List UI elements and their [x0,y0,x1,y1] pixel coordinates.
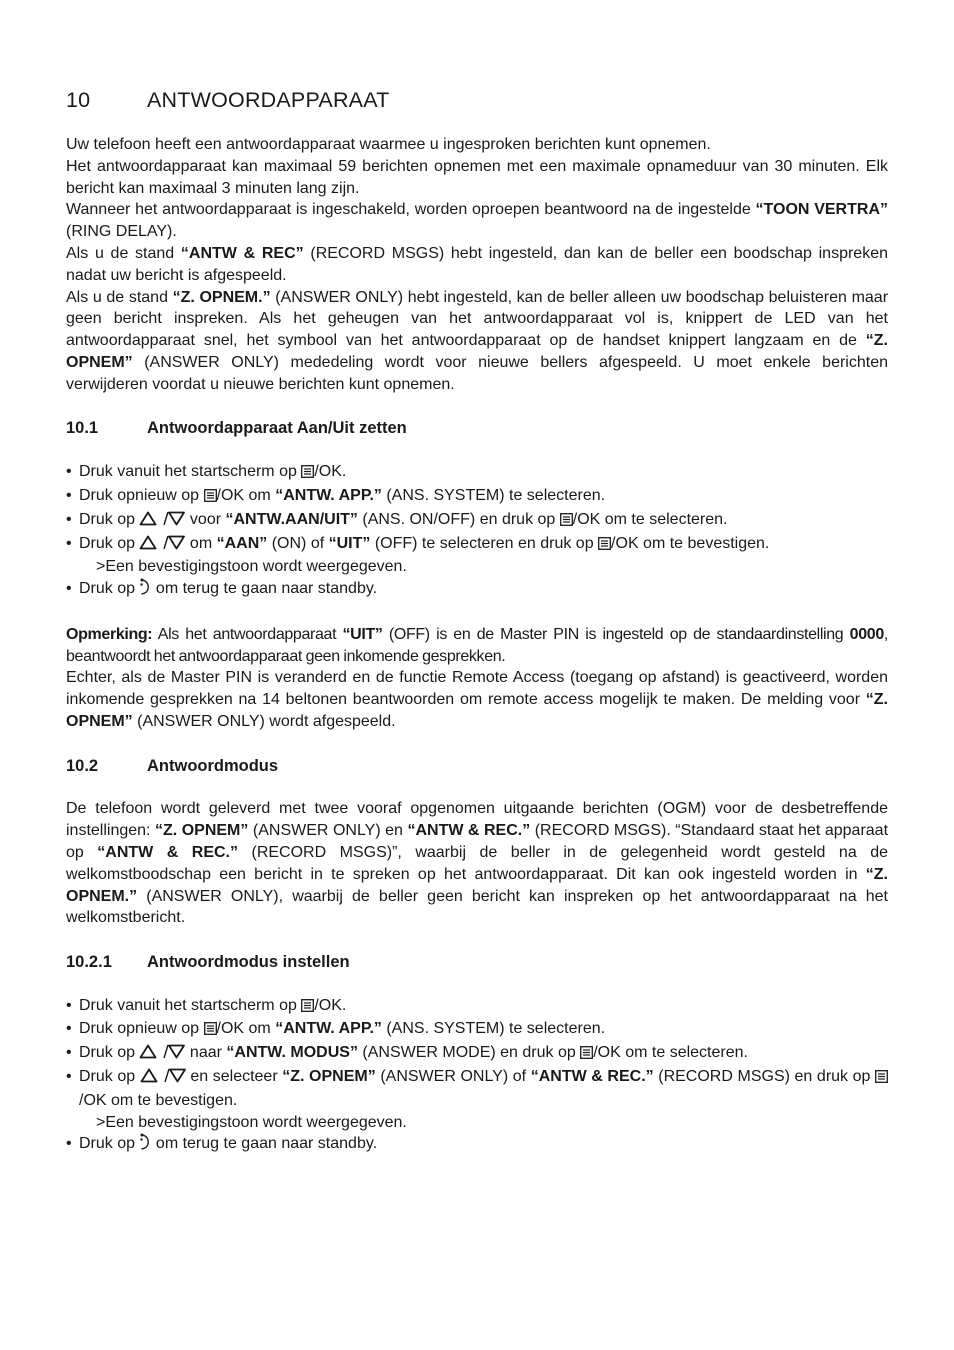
menu-icon [598,535,611,557]
section-paragraph-10-2: De telefoon wordt geleverd met twee vooraf opgenomen uitgaande berichten (OGM) voor de desbetreffende instellingen: “Z. OPNEM” (ANSWER ONLY) en “ANTW & REC.” (RECORD MSGS). “Standaard staat het apparaat op “ANTW & REC.” (RECORD MSGS)”, waarbij de beller in de gelegenheid wordt gesteld na de welkomstboodschap een bericht in te spreken op het antwoordapparaat. Dit kan ook ingesteld worden in “Z. OPNEM.” (ANSWER ONLY), waarbij de beller geen bericht kan inspreken op het antwoordapparaat na het welkomstbericht. [66,800,889,927]
chapter-number: 10 [66,88,91,112]
list-item: • Druk op naar “ANTW. MODUS” (ANSWER MODE) en druk op /OK om te selecteren. [66,1042,888,1066]
steps-list-10-1 [66,461,888,602]
up-down-arrow-icon [139,535,185,557]
list-item: • Druk op om terug te gaan naar standby. [66,578,888,602]
end-call-icon [139,1133,151,1157]
menu-icon [301,997,314,1019]
list-item: • Druk vanuit het startscherm op /OK. [66,995,888,1019]
note-block [66,624,888,733]
note-paragraph: Opmerking: Als het antwoordapparaat “UIT” (OFF) is en de Master PIN is ingesteld op de standaardinstelling 0000, beantwoordt het antwoordapparaat geen inkomende gesprekken. [66,625,888,665]
list-item: • Druk op en selecteer “Z. OPNEM” (ANSWER ONLY) of “ANTW & REC.” (RECORD MSGS) en druk op /OK om te bevestigen. >Een bevestigingstoon wordt weergegeven. [66,1066,888,1133]
section-heading-10-2-1: 10.2.1 Antwoordmodus instellen [66,952,350,971]
confirmation-note: >Een bevestigingstoon wordt weergegeven. [96,558,407,576]
list-item: • Druk opnieuw op /OK om “ANTW. APP.” (ANS. SYSTEM) te selecteren. [66,1018,888,1042]
list-item: • Druk op om terug te gaan naar standby. [66,1133,888,1157]
intro-paragraph: Wanneer het antwoordapparaat is ingeschakeld, worden oproepen beantwoord na de ingestelde “TOON VERTRA” (RING DELAY). [66,201,888,241]
chapter-heading [66,86,888,114]
list-item: • Druk op voor “ANTW.AAN/UIT” (ANS. ON/OFF) en druk op /OK om te selecteren. [66,509,888,533]
up-down-arrow-icon [140,1068,186,1090]
end-call-icon [139,578,151,602]
list-item: • Druk op om “AAN” (ON) of “UIT” (OFF) te selecteren en druk op /OK om te bevestigen. >Een bevestigingstoon wordt weergegeven. [66,533,888,579]
intro-paragraph: Uw telefoon heeft een antwoordapparaat waarmee u ingesproken berichten kunt opnemen. [66,136,711,153]
menu-icon [875,1068,888,1090]
menu-icon [301,463,314,485]
section-heading-10-2: 10.2 Antwoordmodus [66,756,279,775]
menu-icon [204,1020,217,1042]
note-paragraph: Echter, als de Master PIN is veranderd en de functie Remote Access (toegang op afstand) is geactiveerd, worden inkomende gesprekken na 14 beltonen beantwoorden om remote access mogelijk te maken. De melding voor “Z. OPNEM” (ANSWER ONLY) wordt afgespeeld. [66,669,888,730]
menu-icon [580,1044,593,1066]
up-down-arrow-icon [139,1044,185,1066]
list-item: • Druk opnieuw op /OK om “ANTW. APP.” (ANS. SYSTEM) te selecteren. [66,485,888,509]
intro-paragraph: Als u de stand “Z. OPNEM.” (ANSWER ONLY) hebt ingesteld, kan de beller alleen uw boodschap beluisteren maar geen bericht inspreken. Als het geheugen van het antwoordapparaat vol is, knippert de LED van het antwoordapparaat snel, het symbool van het antwoordapparaat op de handset knippert langzaam en de “Z. OPNEM” (ANSWER ONLY) mededeling wordt voor nieuwe bellers afgespeeld. U moet enkele berichten verwijderen voordat u nieuwe berichten kunt opnemen. [66,288,889,393]
section-heading-10-1: 10.1 Antwoordapparaat Aan/Uit zetten [66,419,407,438]
intro-section [66,134,888,396]
chapter-title: ANTWOORDAPPARAAT [147,88,390,112]
steps-list-10-2-1 [66,995,888,1158]
manual-page [66,86,888,1157]
list-item: • Druk vanuit het startscherm op /OK. [66,461,888,485]
up-down-arrow-icon [139,511,185,533]
intro-paragraph: Het antwoordapparaat kan maximaal 59 berichten opnemen met een maximale opnameduur van 30 minuten. Elk bericht kan maximaal 3 minuten lang zijn. [66,157,888,197]
menu-icon [204,487,217,509]
confirmation-note: >Een bevestigingstoon wordt weergegeven. [96,1113,407,1131]
intro-paragraph: Als u de stand “ANTW & REC” (RECORD MSGS) hebt ingesteld, dan kan de beller een boodschap inspreken nadat uw bericht is afgespeeld. [66,244,888,284]
menu-icon [560,511,573,533]
